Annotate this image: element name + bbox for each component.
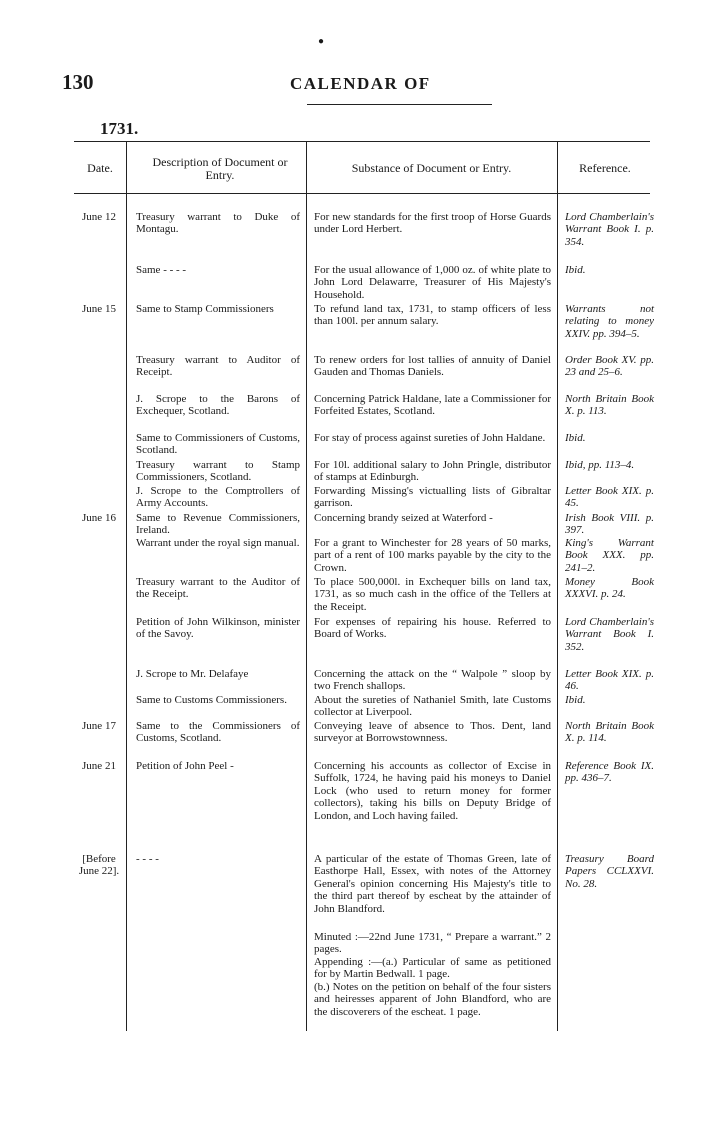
row-description: Same to Customs Commissioners. — [136, 694, 287, 706]
row-reference: Ibid. — [565, 432, 586, 444]
row-description: Same to Stamp Commissioners — [136, 303, 274, 315]
column-header-description: Description of Document or Entry. — [152, 155, 288, 182]
row-description: Petition of John Peel - — [136, 760, 234, 772]
row-substance: Concerning his accounts as collector of Excise in Suffolk, 1724, he having paid his moneys to Daniel Lock (who used to return money for former collectors), taking his bills on Deputy Bridge of London, and Loch having failed. — [314, 760, 551, 822]
row-substance: A particular of the estate of Thomas Green, late of Easthorpe Hall, Essex, with notes of the Attorney General's opinion concerning His Majesty's title to the third part thereof by escheat by the attainder of John Blandford. — [314, 853, 551, 915]
row-description: Same to Commissioners of Customs, Scotland. — [136, 432, 300, 457]
row-description: Treasury warrant to Stamp Commissioners, Scotland. — [136, 459, 300, 484]
row-reference: Reference Book IX. pp. 436–7. — [565, 760, 654, 785]
row-date: June 17 — [82, 720, 116, 732]
row-description: Same to Revenue Commissioners, Ireland. — [136, 512, 300, 537]
row-date: [Before June 22]. — [78, 853, 120, 878]
row-reference: King's Warrant Book XXX. pp. 241–2. — [565, 537, 654, 574]
row-substance: To refund land tax, 1731, to stamp officers of less than 100l. per annum salary. — [314, 303, 551, 328]
running-title: CALENDAR OF — [290, 74, 431, 93]
row-description: Petition of John Wilkinson, minister of the Savoy. — [136, 616, 300, 641]
row-reference: Money Book XXXVI. p. 24. — [565, 576, 654, 601]
row-description: Same to the Commissioners of Customs, Scotland. — [136, 720, 300, 745]
column-divider-2 — [306, 141, 307, 1031]
row-description: J. Scrope to the Comptrollers of Army Accounts. — [136, 485, 300, 510]
column-header-substance: Substance of Document or Entry. — [351, 161, 512, 175]
row-description: J. Scrope to Mr. Delafaye — [136, 668, 249, 680]
row-reference: Letter Book XIX. p. 46. — [565, 668, 654, 693]
row-description: J. Scrope to the Barons of Exchequer, Scotland. — [136, 393, 300, 418]
row-reference: Warrants not relating to money XXIV. pp. 394–5. — [565, 303, 654, 340]
row-substance: For 10l. additional salary to John Pringle, distributor of stamps at Edinburgh. — [314, 459, 551, 484]
row-reference: Lord Chamberlain's Warrant Book I. p. 354. — [565, 211, 654, 248]
appending-note-b: (b.) Notes on the petition on behalf of the four sisters and heiresses apparent of John Blandford, who are the discoverers of the escheat. 1 page. — [314, 981, 551, 1018]
row-description: - - - - — [136, 853, 159, 865]
title-rule — [307, 104, 492, 105]
page-number: 130 — [62, 70, 94, 94]
column-header-reference: Reference. — [579, 161, 631, 175]
appending-note-a: Appending :—(a.) Particular of same as petitioned for by Martin Bedwall. 1 page. — [314, 956, 551, 981]
row-reference: Ibid. — [565, 264, 586, 276]
column-divider-1 — [126, 141, 127, 1031]
row-description: Treasury warrant to the Auditor of the Receipt. — [136, 576, 300, 601]
row-date: June 16 — [82, 512, 116, 524]
row-reference: North Britain Book X. p. 113. — [565, 393, 654, 418]
row-substance: For stay of process against sureties of John Haldane. — [314, 432, 546, 444]
year-label: 1731. — [100, 119, 139, 138]
row-reference: Lord Chamberlain's Warrant Book I. 352. — [565, 616, 654, 653]
row-description: Treasury warrant to Duke of Montagu. — [136, 211, 300, 236]
row-reference: Treasury Board Papers CCLXXVI. No. 28. — [565, 853, 654, 890]
row-date: June 15 — [82, 303, 116, 315]
row-substance: To renew orders for lost tallies of annuity of Daniel Gauden and Thomas Daniels. — [314, 354, 551, 379]
row-reference: Order Book XV. pp. 23 and 25–6. — [565, 354, 654, 379]
row-date: June 21 — [82, 760, 116, 772]
minuted-note: Minuted :—22nd June 1731, “ Prepare a warrant.” 2 pages. — [314, 931, 551, 956]
table-top-rule — [74, 141, 650, 142]
row-reference: North Britain Book X. p. 114. — [565, 720, 654, 745]
row-substance: For expenses of repairing his house. Referred to Board of Works. — [314, 616, 551, 641]
page-mark: ● — [318, 36, 325, 47]
row-description: Treasury warrant to Auditor of Receipt. — [136, 354, 300, 379]
row-substance: Concerning the attack on the “ Walpole ” sloop by two French shallops. — [314, 668, 551, 693]
row-substance: Conveying leave of absence to Thos. Dent, land surveyor at Borrowstownness. — [314, 720, 551, 745]
column-header-date: Date. — [87, 161, 113, 175]
row-date: June 12 — [82, 211, 116, 223]
row-reference: Ibid. — [565, 694, 586, 706]
row-description: Same - - - - — [136, 264, 187, 276]
row-substance: For the usual allowance of 1,000 oz. of white plate to John Lord Delawarre, Treasurer of His Majesty's Household. — [314, 264, 551, 301]
row-reference: Letter Book XIX. p. 45. — [565, 485, 654, 510]
row-substance: Forwarding Missing's victualling lists of Gibraltar garrison. — [314, 485, 551, 510]
column-divider-3 — [557, 141, 558, 1031]
row-substance: Concerning brandy seized at Waterford - — [314, 512, 493, 524]
row-reference: Irish Book VIII. p. 397. — [565, 512, 654, 537]
row-substance: Concerning Patrick Haldane, late a Commissioner for Forfeited Estates, Scotland. — [314, 393, 551, 418]
row-substance: For a grant to Winchester for 28 years of 50 marks, part of a rent of 100 marks payable by the city to the Crown. — [314, 537, 551, 574]
table-header-rule — [74, 193, 650, 194]
row-substance: To place 500,000l. in Exchequer bills on land tax, 1731, as so much cash in the office of the Tellers at the Receipt. — [314, 576, 551, 613]
row-substance: About the sureties of Nathaniel Smith, late Customs collector at Liverpool. — [314, 694, 551, 719]
row-description: Warrant under the royal sign manual. — [136, 537, 300, 549]
row-reference: Ibid, pp. 113–4. — [565, 459, 635, 471]
row-substance: For new standards for the first troop of Horse Guards under Lord Herbert. — [314, 211, 551, 236]
